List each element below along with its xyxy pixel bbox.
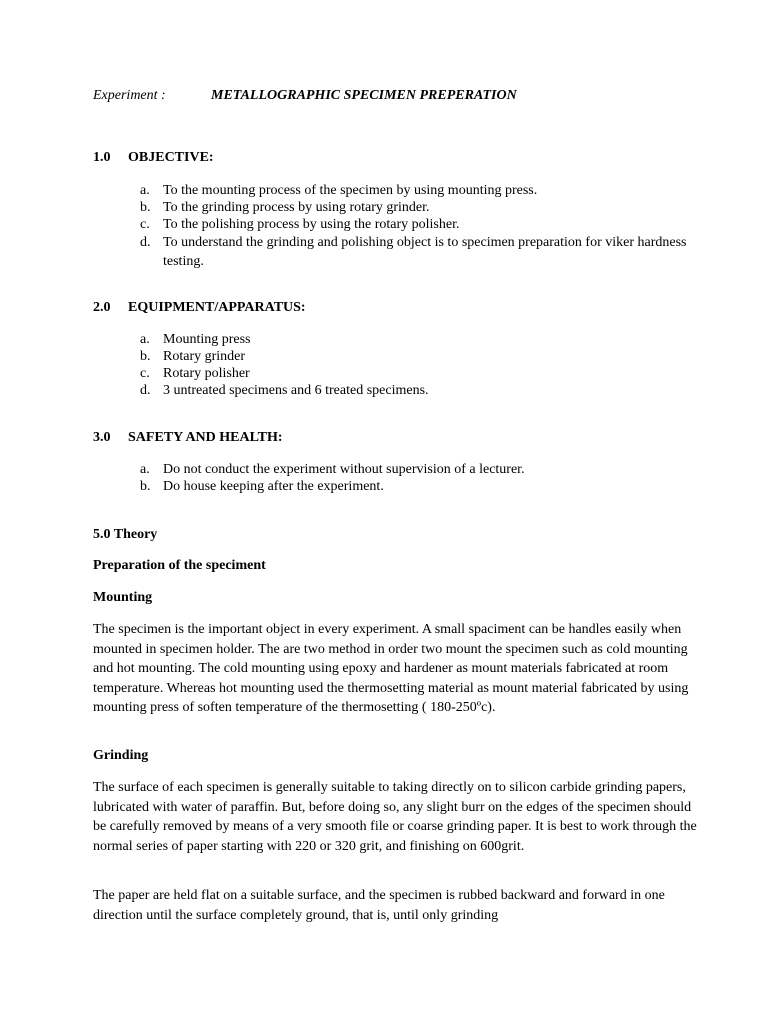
list-marker: d. xyxy=(140,383,151,398)
section-equipment-heading xyxy=(93,300,306,316)
list-marker: a. xyxy=(140,183,150,198)
list-item-text: Mounting press xyxy=(163,332,251,347)
section-title: OBJECTIVE: xyxy=(128,150,214,165)
list-item xyxy=(140,199,700,216)
preparation-subheading: Preparation of the speciment xyxy=(93,558,266,573)
section-number: 3.0 xyxy=(93,430,111,445)
list-item xyxy=(140,461,700,478)
section-title: SAFETY AND HEALTH: xyxy=(128,430,283,445)
experiment-label: Experiment : xyxy=(93,88,166,103)
grinding-heading: Grinding xyxy=(93,748,149,763)
list-marker: a. xyxy=(140,332,150,347)
list-item-text: Rotary polisher xyxy=(163,366,250,381)
list-item-text: To the mounting process of the specimen by using mounting press. xyxy=(163,183,538,198)
grinding-paragraph: The surface of each specimen is generally suitable to taking directly on to silicon carbide grinding papers, lubricated with water of paraffin. But, before doing so, any slight burr on the edges of the specimen should be carefully removed by means of a very smooth file or coarse grinding paper. It is best to work through the normal series of paper starting with 220 or 320 grit, and finishing on 600grit. xyxy=(93,780,697,854)
list-item xyxy=(140,365,700,382)
list-item-text: To the grinding process by using rotary grinder. xyxy=(163,200,430,215)
section-objective-heading xyxy=(93,150,214,166)
list-item-text: Do not conduct the experiment without supervision of a lecturer. xyxy=(163,462,525,477)
section-safety-heading xyxy=(93,430,283,446)
grinding-paragraph-2: The paper are held flat on a suitable surface, and the specimen is rubbed backward and forward in one direction until the surface completely ground, that is, until only grinding xyxy=(93,888,665,923)
list-item xyxy=(140,348,700,365)
list-item-text: Do house keeping after the experiment. xyxy=(163,479,384,494)
list-marker: b. xyxy=(140,349,151,364)
list-marker: c. xyxy=(140,217,150,232)
section-number: 1.0 xyxy=(93,150,111,165)
list-marker: b. xyxy=(140,479,151,494)
list-item-text: Rotary grinder xyxy=(163,349,246,364)
theory-heading: 5.0 Theory xyxy=(93,527,158,542)
list-item xyxy=(140,216,700,233)
list-item xyxy=(140,182,700,199)
section-number: 2.0 xyxy=(93,300,111,315)
objective-list xyxy=(140,182,700,271)
list-item-text: To understand the grinding and polishing object is to specimen preparation for viker hardness testing. xyxy=(163,235,687,269)
list-item xyxy=(140,382,700,399)
mounting-paragraph: The specimen is the important object in every experiment. A small spaciment can be handles easily when mounted in specimen holder. The are two method in order two mount the specimen such as cold mounting and hot mounting. The cold mounting using epoxy and hardener as mount materials fabricated at room temperature. Whereas hot mounting used the thermosetting material as mount material fabricated by using mounting press of soften temperature of the thermosetting ( 180-250ºc). xyxy=(93,622,689,716)
list-marker: a. xyxy=(140,462,150,477)
list-item xyxy=(140,331,700,348)
experiment-title: METALLOGRAPHIC SPECIMEN PREPERATION xyxy=(211,88,517,103)
equipment-list xyxy=(140,331,700,399)
list-marker: b. xyxy=(140,200,151,215)
list-marker: c. xyxy=(140,366,150,381)
mounting-heading: Mounting xyxy=(93,590,153,605)
safety-list xyxy=(140,461,700,495)
section-title: EQUIPMENT/APPARATUS: xyxy=(128,300,306,315)
list-item-text: 3 untreated specimens and 6 treated specimens. xyxy=(163,383,429,398)
list-marker: d. xyxy=(140,235,151,250)
list-item xyxy=(140,478,700,495)
list-item-text: To the polishing process by using the rotary polisher. xyxy=(163,217,460,232)
experiment-header xyxy=(93,88,517,104)
list-item xyxy=(140,233,700,271)
